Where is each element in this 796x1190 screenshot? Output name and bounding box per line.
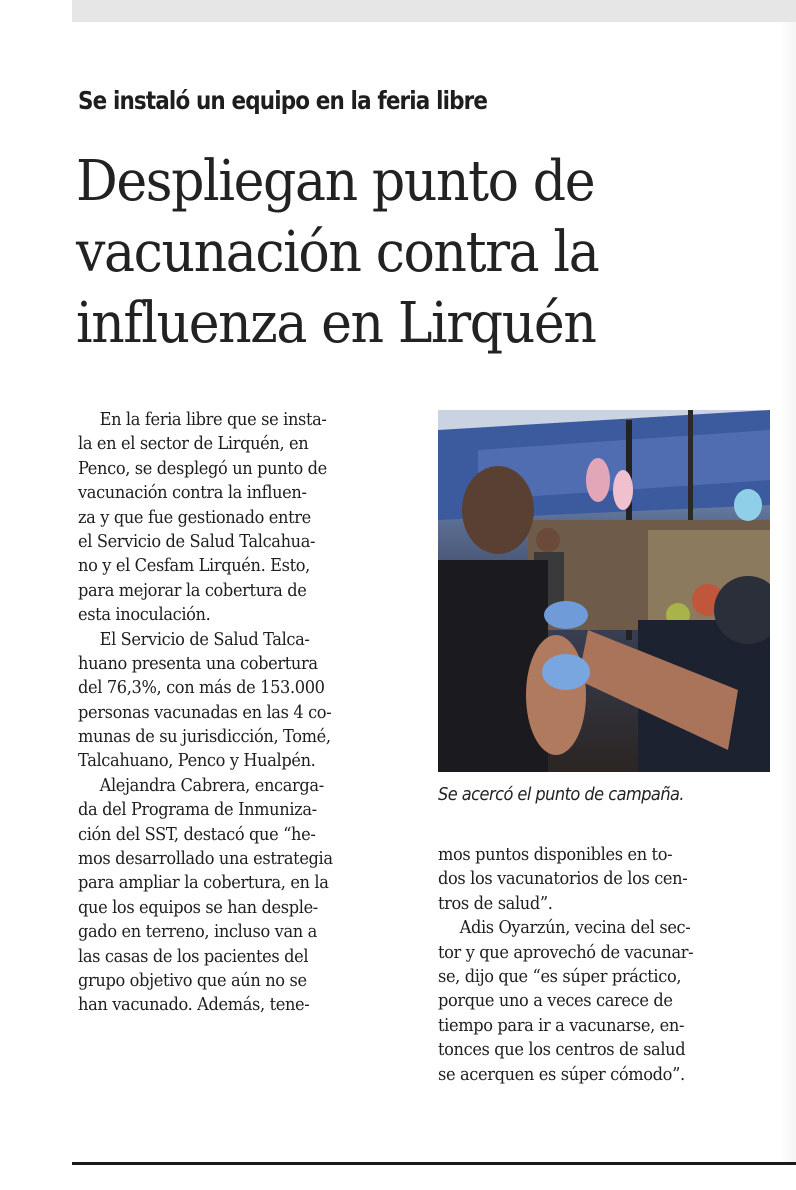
body-line: gado en terreno, incluso van a xyxy=(78,921,317,943)
body-line: se acerquen es súper cómodo”. xyxy=(438,1063,685,1085)
photo-caption: Se acercó el punto de campaña. xyxy=(438,784,685,805)
headline-line: influenza en Lirquén xyxy=(76,291,596,356)
body-column-left xyxy=(78,408,410,1018)
body-line: za y que fue gestionado entre xyxy=(78,506,311,528)
body-line: del 76,3%, con más de 153.000 xyxy=(78,677,325,699)
body-line: En la feria libre que se insta- xyxy=(99,409,327,430)
body-line: mos puntos disponibles en to- xyxy=(438,844,673,865)
body-line: tor y que aprovechó de vacunar- xyxy=(438,941,694,963)
body-line: El Servicio de Salud Talca- xyxy=(99,628,310,650)
body-line: tros de salud”. xyxy=(438,892,553,914)
body-line: personas vacunadas en las 4 co- xyxy=(78,701,332,723)
vaccination-photo xyxy=(438,410,770,772)
body-line: huano presenta una cobertura xyxy=(78,652,318,674)
body-line: dos los vacunatorios de los cen- xyxy=(438,868,688,890)
headline-line: Despliegan punto de xyxy=(76,149,595,214)
body-line: la en el sector de Lirquén, en xyxy=(78,433,309,455)
body-line: esta inoculación. xyxy=(78,604,211,626)
body-line: mos desarrollado una estrategia xyxy=(78,848,333,870)
body-line: da del Programa de Inmuniza- xyxy=(78,799,317,821)
article-headline xyxy=(76,146,796,359)
body-line: tonces que los centros de salud xyxy=(438,1039,686,1061)
body-line: grupo objetivo que aún no se xyxy=(78,969,307,991)
body-line: tiempo para ir a vacunarse, en- xyxy=(438,1014,685,1036)
body-line: Talcahuano, Penco y Hualpén. xyxy=(78,750,316,772)
body-line: Penco, se desplegó un punto de xyxy=(78,457,327,479)
body-line: no y el Cesfam Lirquén. Esto, xyxy=(78,555,310,577)
body-line: Adis Oyarzún, vecina del sec- xyxy=(459,917,691,939)
article-kicker: Se instaló un equipo en la feria libre xyxy=(78,86,488,115)
body-line: vacunación contra la influen- xyxy=(78,482,307,504)
body-line: Alejandra Cabrera, encarga- xyxy=(99,774,324,796)
body-line: munas de su jurisdicción, Tomé, xyxy=(78,726,331,748)
bottom-rule xyxy=(72,1162,796,1165)
body-line: porque uno a veces carece de xyxy=(438,990,673,1012)
body-line: que los equipos se han desple- xyxy=(78,896,318,918)
body-line: ción del SST, destacó que “he- xyxy=(78,823,316,845)
top-bar xyxy=(72,0,796,22)
body-line: las casas de los pacientes del xyxy=(78,945,309,967)
body-line: han vacunado. Además, tene- xyxy=(78,994,310,1016)
body-line: para ampliar la cobertura, en la xyxy=(78,872,329,894)
body-line: para mejorar la cobertura de xyxy=(78,579,307,601)
body-line: el Servicio de Salud Talcahua- xyxy=(78,530,316,552)
headline-line: vacunación contra la xyxy=(76,220,599,285)
body-line: se, dijo que “es súper práctico, xyxy=(438,965,682,987)
body-column-right xyxy=(438,843,774,1087)
